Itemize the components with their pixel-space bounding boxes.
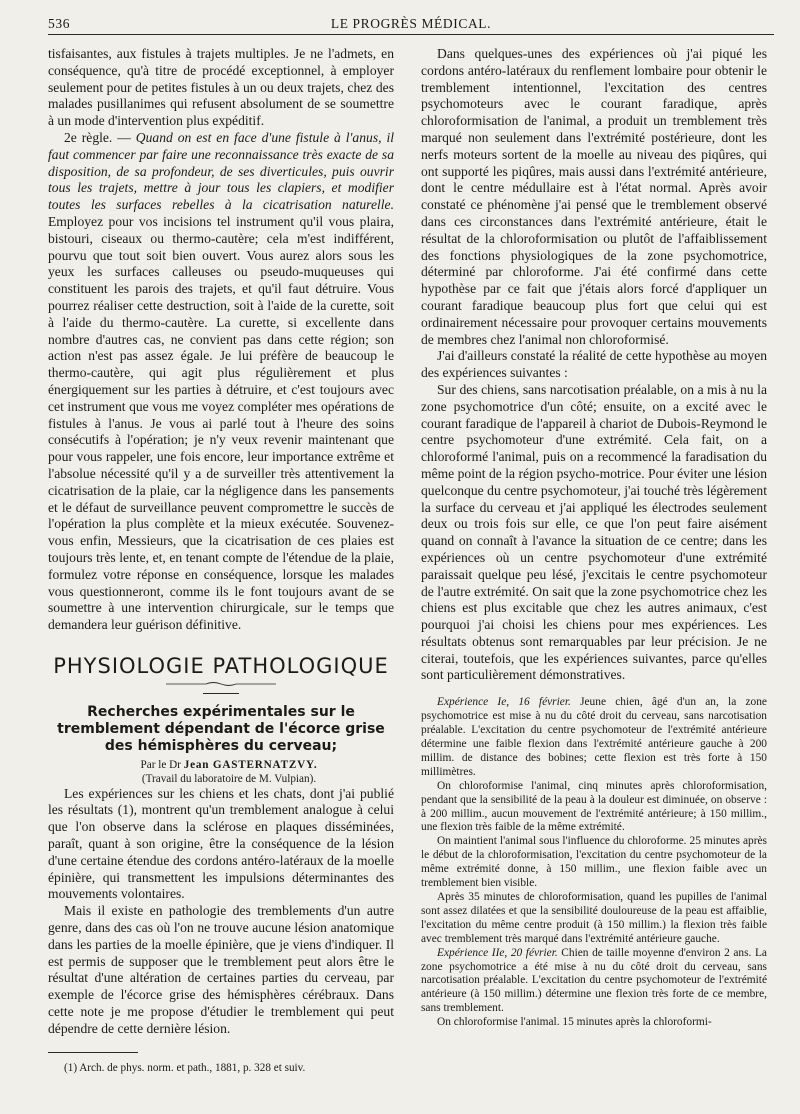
- footnote-rule: [48, 1052, 138, 1053]
- running-header: [48, 12, 774, 35]
- left-column: [48, 46, 394, 1075]
- experiments: [421, 696, 767, 1030]
- right-column: [421, 46, 767, 1030]
- experiment-2-text: Chien de taille moyenne d'environ 2 ans. La zone psychomotrice a été mise à nu du côté droit du cerveau, sans narcotisation préalable. L'excitation du centre psychomoteur de l'extrémité antérieure (à 150 millim.) détermine une flexion très forte de ce membre, sans tremblement.: [421, 946, 767, 1015]
- paragraph: J'ai d'ailleurs constaté la réalité de cette hypothèse au moyen des expériences suivantes :: [421, 348, 767, 381]
- paragraph: Sur des chiens, sans narcotisation préalable, on a mis à nu la zone psychomotrice d'un côté; ensuite, on a excité avec le courant faradique de l'appareil à chariot de Dubois-Reymond le centre psychomoteur d'une extrémité. Cela fait, on a chloroformé l'animal, puis on a recommencé la faradisation du même point de la région psycho-motrice. Pour éviter une lésion quelconque du centre psychomoteur, j'ai touché très légèrement la surface du cerveau et j'ai appliqué les électrodes seulement deux ou trois fois sur elle, ce que l'on peut faire aisément quand on connaît à l'avance la situation de ce centre; dans les expériences où un centre psychomoteur d'une extrémité paraissait quelque peu lésé, j'excitais le centre psychomoteur de l'autre extrémité. On sait que la zone psychomotrice chez les chiens est plus excitable que chez les autres animaux, c'est pourquoi j'ai choisi les chiens pour mes expériences. Les résultats obtenus sont remarquables par leur précision. Je ne citerai, toutefois, que les expériences suivantes, parce qu'elles sont particulièrement démonstratives.: [421, 381, 767, 683]
- experiment-1-label: Expérience Ie, 16 février.: [437, 696, 571, 709]
- experiment-1: [421, 696, 767, 779]
- rule-2-paragraph: [48, 130, 394, 634]
- paragraph: Après 35 minutes de chloroformisation, quand les pupilles de l'animal sont assez dilatées et que la sensibilité douloureuse de la peau est affaiblie, l'excitation du même centre produit (à 150 millim.) la flexion très faible avec tremblement très marqué dans l'extrémité antérieure gauche.: [421, 890, 767, 945]
- paragraph: On maintient l'animal sous l'influence du chloroforme. 25 minutes après le début de la chloroformisation, l'excitation du centre psychomoteur de la même extrémité donne, à 150 millim., une flexion faible avec un tremblement bien visible.: [421, 835, 767, 890]
- article-title: Recherches expérimentales sur le tremblement dépendant de l'écorce grise des hémisphères du cerveau;: [57, 703, 385, 754]
- title-rule: [203, 693, 239, 694]
- paragraph: Dans quelques-unes des expériences où j'ai piqué les cordons antéro-latéraux du renflement lombaire pour obtenir le tremblement intentionnel, l'excitation des centres psychomoteurs avec le courant faradique, après chloroformisation de l'animal, a produit un tremblement très marqué non seulement dans l'extrémité postérieure, dont les nerfs moteurs sortent de la moelle au niveau des piqûres, qui ont supporté les piqûres, mais aussi dans l'extrémité antérieure, dont le centre médullaire est à l'état normal. Après avoir constaté ce phénomène j'ai pensé que le tremblement observé dans ces circonstances dans l'extrémité antérieure, était le résultat de la chloroformisation ou plutôt de l'affaiblissement des fonctions physiologiques de la zone psychomotrice, déterminé par chloroforme. J'ai été confirmé dans cette hypothèse par ce fait que j'étais alors forcé d'appliquer un courant faradique beaucoup plus fort que celui qui est ordinairement nécessaire pour provoquer certains mouvements de membres chez l'animal non chloroformisé.: [421, 46, 767, 347]
- experiment-1-text: Jeune chien, âgé d'un an, la zone psychomotrice est mise à nu du côté droit du cerveau, sans narcotisation préalable. L'excitation du centre psychomoteur de l'extrémité antérieure détermine une faible flexion dans l'extrémité antérieure gauche à 200 millim. de distance des bobines; cette flexion est très forte à 150 millimètres.: [421, 696, 767, 778]
- rule-2-label: 2e règle. —: [64, 129, 131, 145]
- section-title: PHYSIOLOGIE PATHOLOGIQUE: [53, 653, 389, 678]
- ornament-divider: [166, 681, 276, 687]
- paragraph: On chloroformise l'animal. 15 minutes après la chloroformi-: [437, 1016, 712, 1029]
- experiment-2: [421, 947, 767, 1017]
- paragraph: On chloroformise l'animal, cinq minutes après chloroformisation, pendant que la sensibilité de la peau à la douleur est diminuée, on observe : à 200 millim., aucun mouvement de l'extrémité antérieure; à 150 millim., une flexion très faible de la même extrémité.: [421, 779, 767, 834]
- byline: [48, 758, 394, 772]
- paragraph: Mais il existe en pathologie des tremblements d'un autre genre, dans des cas où l'on ne trouve aucune lésion anatomique dans les parties de la moelle épinière, que je viens d'indiquer. Il est permis de supposer que le tremblement peut alors être le résultat d'une altération de certaines parties du cerveau, par exemple de l'écorce grise des hémisphères cérébraux. Dans cette note je me propose d'étudier le tremblement qui peut dépendre de cette dernière lésion.: [48, 903, 394, 1036]
- page-number: 536: [48, 16, 71, 31]
- journal-title: LE PROGRÈS MÉDICAL.: [330, 16, 492, 31]
- spacer: [421, 684, 767, 696]
- rule-2-body: Employez pour vos incisions tel instrument qu'il vous plaira, bistouri, ciseaux ou thermo-cautère; cela m'est indifférent, pourvu que tout soit bien ouvert. Vous aurez alors sous les yeux les surfaces calleuses ou pseudo-muqueuses qui constituent les parois des trajets, et qu'il faut détruire. Vous pourrez réaliser cette destruction, soit à l'aide de la curette, soit à l'aide du thermo-cautère. La curette, si excellente dans nombre d'autres cas, ne convient pas dans cette région; son action n'est pas assez égale. Je lui préfère de beaucoup le thermo-cautère, qui agit plus régulièrement et plus énergiquement sur les parties à détruire, et c'est toujours avec cet instrument que vous me voyez compléter mes opérations de fistules à l'anus. Je vous ai parlé tout à l'heure des soins consécutifs à l'opération; je n'y veux revenir maintenant que pour vous rappeler, une fois encore, leur importance extrême et l'absolue nécessité qu'il y a de surveiller très attentivement la cicatrisation de la plaie, car la négligence dans les pansements et le défaut de surveillance peuvent compromettre le succès de l'opération la plus complète et la mieux exécutée. Souvenez-vous enfin, Messieurs, que la cicatrisation de ces plaies est toujours très lente, et, en tenant compte de l'étendue de la plaie, formulez votre réponse en conséquence, lorsque les malades vous questionneront, comme ils le font toujours avant de se soumettre à une intervention chirurgicale, sur le temps que demandera leur guérison définitive.: [48, 213, 394, 633]
- experiment-2-label: Expérience IIe, 20 février.: [437, 946, 558, 959]
- rule-2-statement: Quand on est en face d'une fistule à l'anus, il faut commencer par faire une reconnaissance très exacte de sa disposition, de sa profondeur, de ses diverticules, puis ouvrir tous les trajets, mettre à jour tous les clapiers, et modifier toutes les surfaces rebelles à la cicatrisation naturelle.: [48, 129, 394, 213]
- laboratory-note: (Travail du laboratoire de M. Vulpian).: [141, 772, 317, 785]
- paragraph: tisfaisantes, aux fistules à trajets multiples. Je ne l'admets, en conséquence, qu'à titre de procédé exceptionnel, à employer seulement pour de petites fistules à un ou deux trajets, chez des malades pusillanimes qui refusent absolument de se soumettre à un mode d'intervention plus expéditif.: [48, 46, 394, 129]
- footnote: (1) Arch. de phys. norm. et path., 1881, p. 328 et suiv.: [64, 1061, 306, 1074]
- byline-prefix: Par le Dr: [140, 758, 181, 771]
- author-name: Jean GASTERNATZVY.: [183, 758, 318, 771]
- paragraph: Les expériences sur les chiens et les chats, dont j'ai publié les résultats (1), montrent qu'un tremblement analogue à celui que l'on observe dans la sclérose en plaques disséminées, paraît, quant à son origine, être la conséquence de la lésion d'une certaine étendue des cordons antéro-latéraux de la moelle épinière, qui transmettent les impulsions déterminantes des mouvements volontaires.: [48, 785, 394, 902]
